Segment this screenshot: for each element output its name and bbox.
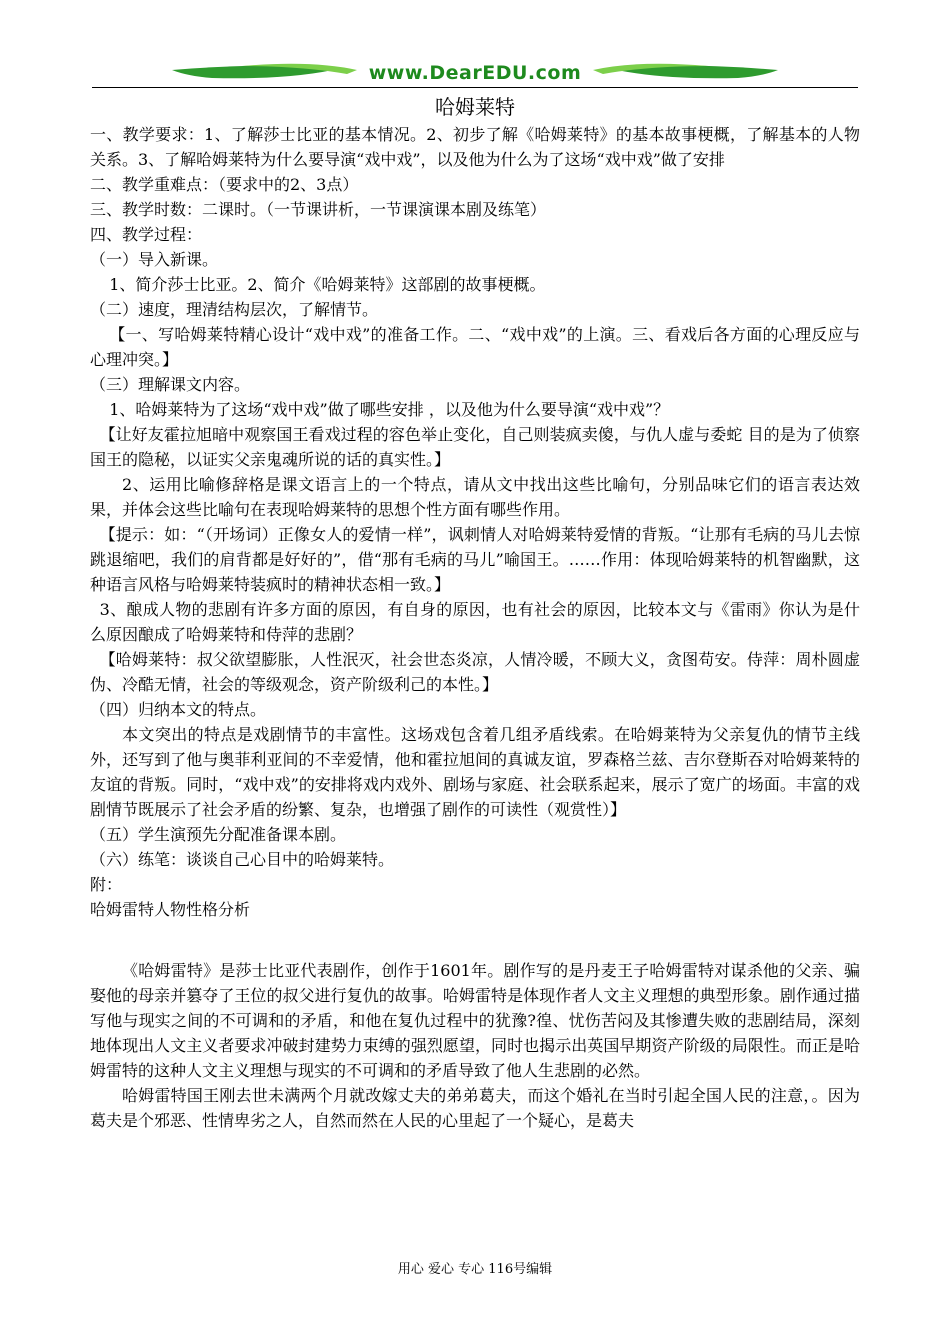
paragraph-section-3: （三）理解课文内容。 bbox=[90, 375, 251, 394]
paragraph-key-points: 二、教学重难点：（要求中的2、3点） bbox=[90, 175, 359, 194]
paragraph-question-3: 3、酿成人物的悲剧有许多方面的原因，有自身的原因，也有社会的原因，比较本文与《雷雨》你认为是什么原因酿成了哈姆莱特和侍萍的悲剧？ bbox=[90, 600, 860, 644]
paragraph-appendix-title: 哈姆雷特人物性格分析 bbox=[90, 900, 251, 919]
blank-line bbox=[90, 922, 860, 958]
document-title: 哈姆莱特 bbox=[435, 95, 515, 119]
paragraph-section-2: （二）速度，理清结构层次，了解情节。 bbox=[90, 300, 379, 319]
paragraph-answer-1: 【让好友霍拉旭暗中观察国王看戏过程的容色举止变化，自己则装疯卖傻，与仇人虚与委蛇 目的是为了侦察国王的隐秘，以证实父亲鬼魂所说的话的真实性。】 bbox=[90, 425, 860, 469]
paragraph-appendix-label: 附： bbox=[90, 875, 123, 894]
paragraph-section-5: （五）学生演预先分配准备课本剧。 bbox=[90, 825, 347, 844]
paragraph-class-hours: 三、教学时数：二课时。（一节课讲析，一节课演课本剧及练笔） bbox=[90, 200, 547, 219]
paragraph-structure-note: 【一、写哈姆莱特精心设计“戏中戏”的准备工作。二、“戏中戏”的上演。三、看戏后各方面的心理反应与心理冲突。】 bbox=[90, 325, 860, 369]
paragraph-answer-2: 【提示：如：“（开场词）正像女人的爱情一样”，讽刺情人对哈姆莱特爱情的背叛。“让那有毛病的马儿去惊跳退缩吧，我们的肩背都是好好的”，借“那有毛病的马儿”喻国王。……作用：体现哈姆莱特的机智幽默，这种语言风格与哈姆莱特装疯时的精神状态相一致。】 bbox=[90, 525, 860, 594]
paragraph-question-2: 2、运用比喻修辞格是课文语言上的一个特点，请从文中找出这些比喻句，分别品味它们的语言表达效果，并体会这些比喻句在表现哈姆莱特的思想个性方面有哪些作用。 bbox=[90, 475, 860, 519]
paragraph-intro-items: 1、简介莎士比亚。2、简介《哈姆莱特》这部剧的故事梗概。 bbox=[109, 275, 546, 294]
paragraph-section-4: （四）归纳本文的特点。 bbox=[90, 700, 267, 719]
paragraph-section-6: （六）练笔：谈谈自己心目中的哈姆莱特。 bbox=[90, 850, 395, 869]
header-banner bbox=[92, 60, 858, 90]
paragraph-teaching-requirements: 一、教学要求：1、了解莎士比亚的基本情况。2、初步了解《哈姆莱特》的基本故事梗概，了解基本的人物关系。3、了解哈姆莱特为什么要导演“戏中戏”，以及他为什么为了这场“戏中戏”做了安排 bbox=[90, 125, 860, 169]
document-body bbox=[90, 92, 860, 1133]
paragraph-answer-3: 【哈姆莱特：叔父欲望膨胀，人性泯灭，社会世态炎凉，人情冷暖，不顾大义，贪图苟安。侍萍：周朴圆虚伪、冷酷无情，社会的等级观念，资产阶级利己的本性。】 bbox=[90, 650, 860, 694]
paragraph-question-1: 1、哈姆莱特为了这场“戏中戏”做了哪些安排 ，以及他为什么要导演“戏中戏”？ bbox=[109, 400, 670, 419]
paragraph-analysis-2: 哈姆雷特国王刚去世未满两个月就改嫁丈夫的弟弟葛夫，而这个婚礼在当时引起全国人民的注意，。因为葛夫是个邪恶、性情卑劣之人，自然而然在人民的心里起了一个疑心，是葛夫 bbox=[90, 1086, 860, 1130]
paragraph-section-1: （一）导入新课。 bbox=[90, 250, 219, 269]
site-logo-text: www.DearEDU.com bbox=[368, 62, 582, 84]
paragraph-features: 本文突出的特点是戏剧情节的丰富性。这场戏包含着几组矛盾线索。在哈姆莱特为父亲复仇的情节主线外，还写到了他与奥菲利亚间的不幸爱情，他和霍拉旭间的真诚友谊，罗森格兰兹、吉尔登斯吞对哈姆莱特的友谊的背叛。同时，“戏中戏”的安排将戏内戏外、剧场与家庭、社会联系起来，展示了宽广的场面。丰富的戏剧情节既展示了社会矛盾的纷繁、复杂，也增强了剧作的可读性（观赏性）】 bbox=[90, 725, 860, 819]
page-footer: 用心 爱心 专心 116号编辑 bbox=[397, 1262, 553, 1277]
paragraph-teaching-process: 四、教学过程： bbox=[90, 225, 203, 244]
header-divider bbox=[92, 87, 858, 88]
paragraph-analysis-1: 《哈姆雷特》是莎士比亚代表剧作，创作于1601年。剧作写的是丹麦王子哈姆雷特对谋杀他的父亲、骗娶他的母亲并篡夺了王位的叔父进行复仇的故事。哈姆雷特是体现作者人文主义理想的典型形象。剧作通过描写他与现实之间的不可调和的矛盾，和他在复仇过程中的犹豫?徨、忧伤苦闷及其惨遭失败的悲剧结局，深刻地体现出人文主义者要求冲破封建势力束缚的强烈愿望，同时也揭示出英国早期资产阶级的局限性。而正是哈姆雷特的这种人文主义理想与现实的不可调和的矛盾导致了他人生悲剧的必然。 bbox=[90, 961, 860, 1080]
